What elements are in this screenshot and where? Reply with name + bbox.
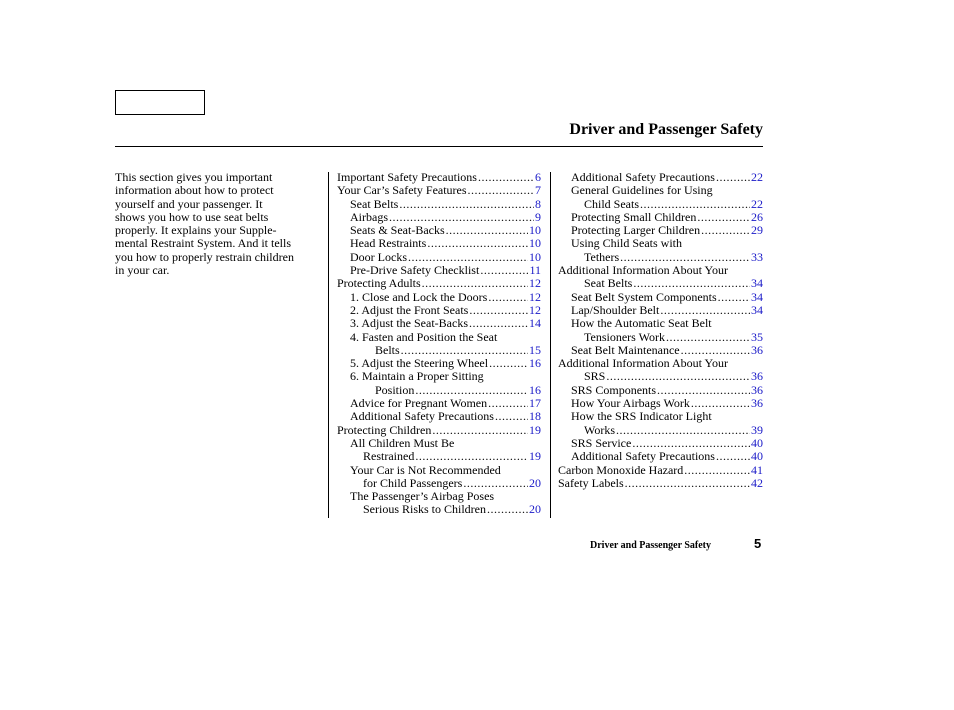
toc-column-right xyxy=(558,171,763,490)
toc-page-link[interactable]: 10 xyxy=(529,236,541,251)
toc-page-link[interactable]: 14 xyxy=(529,316,541,331)
toc-entry-label: Your Car’s Safety Features xyxy=(337,183,467,198)
toc-page-link[interactable]: 12 xyxy=(529,302,541,317)
toc-leader-dots xyxy=(488,397,528,410)
toc-entry-label: Protecting Small Children xyxy=(571,209,697,224)
column-divider-left xyxy=(328,172,329,518)
intro-line: you how to properly restrain children xyxy=(115,249,294,264)
toc-entry-lead: Your Car is Not Recommended xyxy=(350,462,501,477)
toc-entry-label: for Child Passengers xyxy=(363,475,463,490)
toc-entry[interactable] xyxy=(337,344,541,357)
toc-leader-dots xyxy=(657,384,750,397)
toc-entry-label: Additional Safety Precautions xyxy=(571,449,715,464)
toc-page-link[interactable]: 36 xyxy=(751,396,763,411)
toc-entry[interactable] xyxy=(337,410,541,423)
toc-leader-dots xyxy=(666,331,750,344)
toc-entry-label: Head Restraints xyxy=(350,236,427,251)
toc-page-link[interactable]: 39 xyxy=(751,422,763,437)
toc-leader-dots xyxy=(446,224,528,237)
toc-leader-dots xyxy=(616,424,750,437)
intro-line: shows you how to use seat belts xyxy=(115,209,269,224)
toc-entry-label: 1. Close and Lock the Doors xyxy=(350,289,488,304)
toc-entry[interactable] xyxy=(558,198,763,211)
toc-page-link[interactable]: 26 xyxy=(751,209,763,224)
toc-page-link[interactable]: 41 xyxy=(751,462,763,477)
toc-entry[interactable] xyxy=(558,384,763,397)
toc-leader-dots xyxy=(401,344,528,357)
toc-entry[interactable] xyxy=(337,477,541,490)
toc-leader-dots xyxy=(716,450,750,463)
toc-leader-dots xyxy=(389,211,534,224)
toc-leader-dots xyxy=(487,503,528,516)
toc-leader-dots xyxy=(408,251,528,264)
toc-entry-label: 3. Adjust the Seat-Backs xyxy=(350,316,468,331)
toc-page-link[interactable]: 34 xyxy=(751,302,763,317)
toc-entry[interactable] xyxy=(558,464,763,477)
toc-entry-label: Restrained xyxy=(363,449,415,464)
toc-leader-dots xyxy=(633,277,750,290)
toc-entry[interactable] xyxy=(337,264,541,277)
toc-leader-dots xyxy=(468,184,534,197)
toc-entry-label: Tensioners Work xyxy=(584,329,665,344)
toc-entry-lead: All Children Must Be xyxy=(350,435,455,450)
toc-entry-lead: The Passenger’s Airbag Poses xyxy=(350,489,495,504)
toc-entry-label: Carbon Monoxide Hazard xyxy=(558,462,684,477)
toc-leader-dots xyxy=(640,198,750,211)
column-divider-right xyxy=(550,172,551,518)
toc-leader-dots xyxy=(495,410,528,423)
title-divider xyxy=(115,146,763,147)
toc-page-link[interactable]: 10 xyxy=(529,223,541,238)
toc-entry-label: Seat Belts xyxy=(350,196,399,211)
toc-entry-lead: Additional Information About Your xyxy=(558,263,728,278)
toc-entry-label: Seat Belt Maintenance xyxy=(571,342,680,357)
toc-entry[interactable] xyxy=(558,224,763,237)
toc-entry[interactable] xyxy=(337,397,541,410)
toc-entry-label: SRS xyxy=(584,369,606,384)
toc-entry[interactable] xyxy=(558,291,763,304)
toc-entry[interactable] xyxy=(337,211,541,224)
toc-entry[interactable] xyxy=(558,171,763,184)
toc-leader-dots xyxy=(606,370,750,383)
toc-leader-dots xyxy=(681,344,750,357)
toc-entry-label: Protecting Larger Children xyxy=(571,223,701,238)
nav-box[interactable] xyxy=(115,90,205,115)
toc-leader-dots xyxy=(718,291,750,304)
toc-page-link[interactable]: 15 xyxy=(529,342,541,357)
toc-entry-label: Position xyxy=(375,382,415,397)
toc-page-link[interactable]: 16 xyxy=(529,356,541,371)
toc-entry[interactable] xyxy=(558,277,763,290)
toc-entry[interactable] xyxy=(558,251,763,264)
toc-page-link[interactable]: 33 xyxy=(751,249,763,264)
intro-paragraph xyxy=(115,171,327,277)
toc-entry-label: 5. Adjust the Steering Wheel xyxy=(350,356,489,371)
toc-entry[interactable] xyxy=(337,237,541,250)
toc-entry[interactable] xyxy=(337,291,541,304)
toc-leader-dots xyxy=(716,171,750,184)
intro-line: properly. It explains your Supple- xyxy=(115,223,277,238)
toc-entry[interactable] xyxy=(337,304,541,317)
toc-entry-label: SRS Components xyxy=(571,382,657,397)
intro-line: This section gives you important xyxy=(115,170,273,184)
toc-entry-label: Works xyxy=(584,422,616,437)
toc-page-link[interactable]: 34 xyxy=(751,276,763,291)
toc-entry[interactable] xyxy=(558,397,763,410)
toc-entry-label: Seat Belt System Components xyxy=(571,289,717,304)
toc-leader-dots xyxy=(632,437,750,450)
toc-leader-dots xyxy=(684,464,750,477)
toc-entry-label: Belts xyxy=(375,342,400,357)
toc-entry[interactable] xyxy=(558,344,763,357)
toc-entry-label: Door Locks xyxy=(350,249,407,264)
toc-entry-label: How Your Airbags Work xyxy=(571,396,690,411)
toc-entry-lead: Additional Information About Your xyxy=(558,356,728,371)
toc-leader-dots xyxy=(427,237,528,250)
toc-entry-label: Protecting Adults xyxy=(337,276,421,291)
footer-section-label: Driver and Passenger Safety xyxy=(590,540,712,551)
toc-entry[interactable] xyxy=(337,171,541,184)
toc-entry[interactable] xyxy=(337,450,541,463)
toc-page-link[interactable]: 36 xyxy=(751,342,763,357)
toc-entry[interactable] xyxy=(337,277,541,290)
toc-entry[interactable] xyxy=(337,503,541,516)
toc-entry[interactable] xyxy=(337,198,541,211)
toc-page-link[interactable]: 11 xyxy=(529,263,541,278)
toc-entry[interactable] xyxy=(558,370,763,383)
toc-entry[interactable] xyxy=(558,424,763,437)
toc-entry-lead: Using Child Seats with xyxy=(571,236,683,251)
toc-entry-label: 2. Adjust the Front Seats xyxy=(350,302,469,317)
toc-leader-dots xyxy=(488,291,528,304)
toc-leader-dots xyxy=(415,384,528,397)
toc-entry-label: Lap/Shoulder Belt xyxy=(571,302,660,317)
toc-leader-dots xyxy=(697,211,750,224)
toc-entry[interactable] xyxy=(337,317,541,330)
toc-entry-label: Serious Risks to Children xyxy=(363,502,487,517)
toc-entry[interactable] xyxy=(337,224,541,237)
toc-entry[interactable] xyxy=(337,384,541,397)
toc-page-link[interactable]: 18 xyxy=(529,409,541,424)
toc-entry-lead: How the SRS Indicator Light xyxy=(571,409,712,424)
toc-page-link[interactable]: 19 xyxy=(529,449,541,464)
toc-page-link[interactable]: 19 xyxy=(529,422,541,437)
toc-entry-label: Child Seats xyxy=(584,196,640,211)
toc-entry-label: Airbags xyxy=(350,209,388,224)
toc-leader-dots xyxy=(691,397,750,410)
toc-entry-lead: 6. Maintain a Proper Sitting xyxy=(350,369,484,384)
toc-entry[interactable] xyxy=(558,477,763,490)
toc-entry-label: SRS Service xyxy=(571,435,632,450)
toc-page-link[interactable]: 7 xyxy=(535,183,541,198)
toc-page-link[interactable]: 8 xyxy=(535,196,541,211)
toc-page-link[interactable]: 34 xyxy=(751,289,763,304)
toc-page-link[interactable]: 20 xyxy=(529,475,541,490)
toc-entry-label: Pre-Drive Safety Checklist xyxy=(350,263,480,278)
toc-entry-label: Seats & Seat-Backs xyxy=(350,223,445,238)
toc-entry[interactable] xyxy=(558,437,763,450)
toc-page-link[interactable]: 10 xyxy=(529,249,541,264)
toc-leader-dots xyxy=(489,357,528,370)
toc-leader-dots xyxy=(478,171,534,184)
toc-leader-dots xyxy=(701,224,750,237)
toc-entry-lead: General Guidelines for Using xyxy=(571,183,713,198)
toc-page-link[interactable]: 35 xyxy=(751,329,763,344)
toc-leader-dots xyxy=(415,450,528,463)
toc-entry-label: Important Safety Precautions xyxy=(337,170,477,184)
toc-entry-lead: 4. Fasten and Position the Seat xyxy=(350,329,498,344)
toc-entry[interactable] xyxy=(558,331,763,344)
toc-page-link[interactable]: 12 xyxy=(529,289,541,304)
toc-leader-dots xyxy=(422,277,528,290)
toc-page-link[interactable]: 12 xyxy=(529,276,541,291)
toc-page-link[interactable]: 29 xyxy=(751,223,763,238)
toc-page-link[interactable]: 17 xyxy=(529,396,541,411)
toc-page-link[interactable]: 40 xyxy=(751,449,763,464)
toc-entry[interactable] xyxy=(558,211,763,224)
toc-page-link[interactable]: 16 xyxy=(529,382,541,397)
toc-leader-dots xyxy=(469,317,528,330)
toc-column-left xyxy=(337,171,541,517)
intro-line: information about how to protect xyxy=(115,183,274,198)
toc-leader-dots xyxy=(625,477,750,490)
toc-page-link[interactable]: 9 xyxy=(535,209,541,224)
toc-entry[interactable] xyxy=(337,184,541,197)
toc-page-link[interactable]: 36 xyxy=(751,382,763,397)
toc-leader-dots xyxy=(463,477,528,490)
toc-leader-dots xyxy=(399,198,534,211)
toc-entry-label: Safety Labels xyxy=(558,475,624,490)
toc-leader-dots xyxy=(620,251,750,264)
toc-entry-label: Advice for Pregnant Women xyxy=(350,396,488,411)
toc-entry-label: Additional Safety Precautions xyxy=(571,170,715,184)
toc-entry[interactable] xyxy=(558,450,763,463)
toc-leader-dots xyxy=(480,264,528,277)
page-number: 5 xyxy=(754,536,762,551)
toc-leader-dots xyxy=(469,304,528,317)
intro-line: yourself and your passenger. It xyxy=(115,196,263,211)
page-title: Driver and Passenger Safety xyxy=(569,121,763,138)
toc-entry[interactable] xyxy=(558,304,763,317)
toc-entry-label: Seat Belts xyxy=(584,276,633,291)
toc-entry-label: Protecting Children xyxy=(337,422,432,437)
toc-page-link[interactable]: 20 xyxy=(529,502,541,517)
toc-page-link[interactable]: 42 xyxy=(751,475,763,490)
toc-entry-label: Additional Safety Precautions xyxy=(350,409,494,424)
intro-line: in your car. xyxy=(115,263,170,278)
toc-entry-label: Tethers xyxy=(584,249,620,264)
toc-leader-dots xyxy=(432,424,528,437)
toc-page-link[interactable]: 22 xyxy=(751,196,763,211)
toc-page-link[interactable]: 6 xyxy=(535,170,541,184)
intro-line: mental Restraint System. And it tells xyxy=(115,236,291,251)
toc-entry[interactable] xyxy=(337,357,541,370)
toc-entry[interactable] xyxy=(337,424,541,437)
toc-page-link[interactable]: 22 xyxy=(751,170,763,184)
toc-page-link[interactable]: 36 xyxy=(751,369,763,384)
toc-entry[interactable] xyxy=(337,251,541,264)
toc-page-link[interactable]: 40 xyxy=(751,435,763,450)
toc-leader-dots xyxy=(660,304,750,317)
toc-entry-lead: How the Automatic Seat Belt xyxy=(571,316,712,331)
